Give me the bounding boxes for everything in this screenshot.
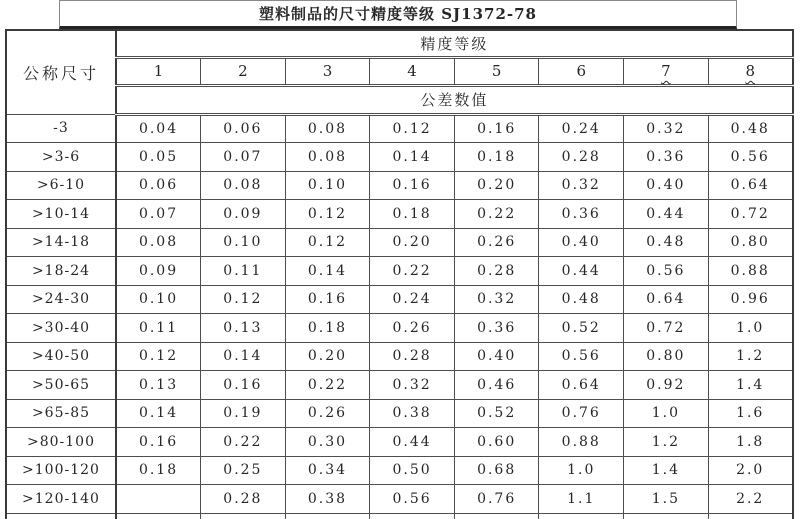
tolerance-cell: 0.10 [116,285,201,314]
tolerance-cell: 0.48 [708,114,793,143]
tolerance-cell: 0.32 [454,285,539,314]
size-row-label: >120-140 [6,485,116,514]
tolerance-cell: 0.14 [370,143,455,172]
tolerance-cell: 0.16 [116,428,201,457]
tolerance-cell: 0.09 [116,257,201,286]
tolerance-cell: 0.13 [116,371,201,400]
table-row [6,257,793,286]
tolerance-cell: 1.0 [624,399,709,428]
tolerance-cell: 0.06 [116,171,201,200]
tolerance-cell: 1.0 [539,456,624,485]
tolerance-cell: 0.64 [708,171,793,200]
tolerance-cell: 0.76 [454,485,539,514]
size-row-label: >30-40 [6,314,116,343]
tolerance-values-header: 公差数值 [116,85,793,114]
table-row [6,228,793,257]
grade-label-wavy: 7 [661,62,671,80]
tolerance-cell: 0.80 [708,228,793,257]
tolerance-cell: 0.18 [370,200,455,229]
tolerance-cell: 0.14 [116,399,201,428]
tolerance-cell: 0.38 [370,399,455,428]
table-row [6,114,793,143]
tolerance-cell: 2.0 [708,456,793,485]
tolerance-cell: 0.44 [539,257,624,286]
tolerance-cell: 0.40 [454,342,539,371]
tolerance-cell: 0.50 [370,456,455,485]
tolerance-cell: 0.24 [370,285,455,314]
tolerance-cell: 0.13 [201,314,286,343]
tolerance-cell: 1.5 [624,485,709,514]
tolerance-cell: 1.8 [708,428,793,457]
grade-label: 5 [491,62,502,80]
grade-label: 1 [153,62,164,80]
table-row [6,342,793,371]
tolerance-cell: 0.08 [116,228,201,257]
tolerance-group-header-row [6,85,793,114]
size-row-label: >14-18 [6,228,116,257]
size-row-label: >18-24 [6,257,116,286]
tolerance-cell: 0.52 [454,399,539,428]
nominal-size-header: 公称尺寸 [6,30,116,114]
tolerance-cell: 0.22 [454,200,539,229]
size-row-label: -3 [6,114,116,143]
table-row [6,200,793,229]
tolerance-cell: 0.28 [454,257,539,286]
tolerance-cell [370,513,455,519]
size-row-label: >80-100 [6,428,116,457]
tolerance-cell: 0.19 [201,399,286,428]
tolerance-cell: 0.72 [708,200,793,229]
tolerance-cell: 0.68 [454,456,539,485]
grade-label: 2 [238,62,248,80]
tolerance-cell: 0.48 [539,285,624,314]
tolerance-cell: 0.18 [285,314,370,343]
tolerance-cell: 0.14 [201,342,286,371]
tolerance-cell: 0.20 [454,171,539,200]
tolerance-cell: 1.2 [708,342,793,371]
tolerance-cell: 0.44 [370,428,455,457]
tolerance-cell: 0.72 [624,314,709,343]
tolerance-cell [539,513,624,519]
tolerance-cell: 1.0 [708,314,793,343]
grade-group-header-row [6,30,793,57]
tolerance-cell: 0.24 [539,114,624,143]
tolerance-cell: 0.56 [370,485,455,514]
tolerance-cell: 0.18 [116,456,201,485]
table-title: 塑料制品的尺寸精度等级 SJ1372-78 [258,5,537,23]
tolerance-cell: 0.34 [285,456,370,485]
tolerance-cell [624,513,709,519]
tolerance-cell: 0.20 [370,228,455,257]
tolerance-cell: 0.12 [201,285,286,314]
grade-header-cell [116,57,201,85]
tolerance-cell: 2.2 [708,485,793,514]
tolerance-cell: 0.08 [201,171,286,200]
tolerance-cell: 0.32 [539,171,624,200]
grade-header-cell [624,57,709,85]
tolerance-cell [116,513,201,519]
tolerance-cell: 0.46 [454,371,539,400]
tolerance-cell: 0.16 [201,371,286,400]
grade-header-cell [370,57,455,85]
tolerance-cell [116,485,201,514]
tolerance-cell: 1.4 [624,456,709,485]
tolerance-cell: 0.96 [708,285,793,314]
grade-label-wavy: 8 [745,62,755,80]
tolerance-cell: 0.32 [370,371,455,400]
grade-label: 6 [576,62,587,80]
tolerance-cell: 1.6 [708,399,793,428]
tolerance-cell: 0.64 [624,285,709,314]
tolerance-cell: 0.10 [285,171,370,200]
tolerance-cell: 0.07 [201,143,286,172]
tolerance-cell: 0.14 [285,257,370,286]
tolerance-cell: 0.09 [201,200,286,229]
tolerance-cell: 0.48 [624,228,709,257]
tolerance-cell: 0.22 [201,428,286,457]
tolerance-cell: 0.26 [454,228,539,257]
grade-label: 4 [407,62,417,80]
tolerance-cell: 0.32 [624,114,709,143]
size-row-label [6,513,116,519]
size-row-label: >100-120 [6,456,116,485]
tolerance-cell [708,513,793,519]
tolerance-cell: 0.05 [116,143,201,172]
tolerance-cell: 0.76 [539,399,624,428]
tolerance-cell: 0.12 [285,200,370,229]
tolerance-cell: 0.16 [285,285,370,314]
table-row-cutoff [6,513,793,519]
tolerance-cell [454,513,539,519]
tolerance-cell: 0.60 [454,428,539,457]
accuracy-grade-header: 精度等级 [116,30,793,57]
tolerance-cell: 1.2 [624,428,709,457]
tolerance-cell: 0.22 [370,257,455,286]
tolerance-cell: 0.07 [116,200,201,229]
tolerance-cell: 0.12 [285,228,370,257]
tolerance-cell: 0.16 [454,114,539,143]
tolerance-cell: 0.64 [539,371,624,400]
table-row [6,143,793,172]
tolerance-cell: 0.28 [539,143,624,172]
tolerance-cell: 0.44 [624,200,709,229]
table-row [6,456,793,485]
tolerance-cell [201,513,286,519]
tolerance-cell: 0.88 [708,257,793,286]
tolerance-cell: 1.1 [539,485,624,514]
tolerance-cell: 0.56 [708,143,793,172]
tolerance-cell: 0.80 [624,342,709,371]
tolerance-cell: 0.04 [116,114,201,143]
tolerance-cell: 0.08 [285,143,370,172]
tolerance-cell: 0.56 [539,342,624,371]
size-row-label: >10-14 [6,200,116,229]
tolerance-cell: 0.36 [539,200,624,229]
size-row-label: >6-10 [6,171,116,200]
tolerance-cell: 0.56 [624,257,709,286]
tolerance-cell: 0.16 [370,171,455,200]
grade-header-cell [539,57,624,85]
table-row [6,399,793,428]
tolerance-cell: 0.22 [285,371,370,400]
tolerance-cell: 0.12 [370,114,455,143]
tolerance-cell: 0.28 [201,485,286,514]
tolerance-cell: 0.36 [454,314,539,343]
tolerance-cell: 0.25 [201,456,286,485]
table-row [6,371,793,400]
size-row-label: >40-50 [6,342,116,371]
grade-label: 3 [322,62,333,80]
size-row-label: >3-6 [6,143,116,172]
tolerance-cell: 1.4 [708,371,793,400]
tolerance-cell [285,513,370,519]
tolerance-cell: 0.52 [539,314,624,343]
tolerance-cell: 0.38 [285,485,370,514]
grade-header-cell [285,57,370,85]
tolerance-cell: 0.11 [201,257,286,286]
grade-header-cell [201,57,286,85]
grade-header-cell [454,57,539,85]
size-row-label: >65-85 [6,399,116,428]
tolerance-cell: 0.28 [370,342,455,371]
table-row [6,285,793,314]
grade-header-row [6,57,793,85]
tolerance-cell: 0.08 [285,114,370,143]
tolerance-cell: 0.12 [116,342,201,371]
tolerance-cell: 0.18 [454,143,539,172]
tolerance-cell: 0.20 [285,342,370,371]
grade-header-cell [708,57,793,85]
table-row [6,428,793,457]
tolerance-cell: 0.11 [116,314,201,343]
tolerance-cell: 0.92 [624,371,709,400]
tolerance-cell: 0.10 [201,228,286,257]
table-row [6,171,793,200]
tolerance-cell: 0.36 [624,143,709,172]
tolerance-cell: 0.06 [201,114,286,143]
table-title-box [59,0,737,29]
tolerance-table [5,29,794,519]
table-row [6,485,793,514]
tolerance-cell: 0.26 [370,314,455,343]
tolerance-cell: 0.40 [539,228,624,257]
size-row-label: >24-30 [6,285,116,314]
tolerance-cell: 0.88 [539,428,624,457]
tolerance-cell: 0.40 [624,171,709,200]
size-row-label: >50-65 [6,371,116,400]
tolerance-cell: 0.30 [285,428,370,457]
tolerance-cell: 0.26 [285,399,370,428]
table-row [6,314,793,343]
